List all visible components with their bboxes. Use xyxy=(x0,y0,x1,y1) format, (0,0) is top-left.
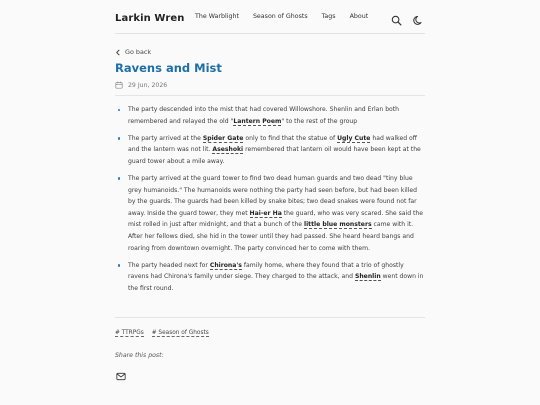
nav-link-warblight[interactable]: The Warblight xyxy=(195,13,239,20)
share-email-button[interactable] xyxy=(116,366,126,385)
list-item xyxy=(115,260,425,295)
share-label: Share this post: xyxy=(115,352,164,359)
text-segment: had walked off and the lantern was not lit. xyxy=(128,134,417,154)
post-date xyxy=(115,81,167,89)
entity-link[interactable]: Ugly Cute xyxy=(337,134,371,142)
nav-link-season-of-ghosts[interactable]: Season of Ghosts xyxy=(252,13,308,20)
list-item xyxy=(115,104,425,127)
go-back-link[interactable] xyxy=(115,48,151,56)
text-segment: The party arrived at the xyxy=(128,134,203,142)
list-item xyxy=(115,173,425,254)
entity-link[interactable]: Hai-er Ha xyxy=(249,209,282,217)
title-divider xyxy=(115,95,425,96)
moon-icon[interactable] xyxy=(413,11,425,23)
text-segment: The party arrived at the guard tower to find two dead human guards and two dead "tiny blue grey humanoids." The humanoids were nothing the party had seen before, but had been killed by the guards. The guards had been killed by snake bites; two dead snakes were found not far away. Inside the guard tower, they met xyxy=(128,174,418,217)
session-notes-list xyxy=(115,104,425,294)
post-title: Ravens and Mist xyxy=(115,61,222,75)
tag-list xyxy=(115,330,217,337)
site-header xyxy=(115,8,425,28)
text-segment: " to the rest of the group xyxy=(281,117,358,125)
header-divider xyxy=(115,33,425,34)
chevron-left-icon xyxy=(115,49,121,56)
content-divider xyxy=(115,317,425,318)
search-icon[interactable] xyxy=(391,11,403,23)
text-segment: The party headed next for xyxy=(128,261,210,269)
entity-link[interactable]: little blue monsters xyxy=(304,221,372,229)
mail-icon xyxy=(116,372,126,381)
text-segment: family home, where they found that a trio of ghostly ravens had Chirona's family under siege. They charged to the attack, and xyxy=(128,261,404,281)
calendar-icon xyxy=(115,81,123,89)
text-segment: went down in the first round. xyxy=(128,273,424,292)
text-segment: only to find that the statue of xyxy=(243,134,338,142)
entity-link[interactable]: Lantern Poem xyxy=(233,117,282,125)
entity-link[interactable]: Chirona's xyxy=(209,261,242,269)
text-segment: the guard, who was very scared. She said the mist rolled in just after midnight, and that a bunch of the xyxy=(128,209,424,229)
entity-link[interactable]: Aseshoki xyxy=(212,146,244,154)
tag-link-season-of-ghosts[interactable]: # Season of Ghosts xyxy=(151,330,209,336)
text-segment: The party descended into the mist that had covered Willowshore. Shenlin and Erlan both remembered and relayed the old " xyxy=(128,106,400,125)
tag-link-ttrpgs[interactable]: # TTRPGs xyxy=(115,330,144,336)
entity-link[interactable]: Shenlin xyxy=(354,273,381,281)
nav-link-about[interactable]: About xyxy=(349,13,369,20)
entity-link[interactable]: Spider Gate xyxy=(202,134,244,142)
post-content xyxy=(115,104,425,300)
text-segment: remembered that lantern oil would have been kept at the guard tower about a mile away. xyxy=(128,146,421,165)
main-nav xyxy=(195,13,368,20)
go-back-label: Go back xyxy=(125,48,152,56)
text-segment: came with it. After her fellows died, she hid in the tower until they had passed. She heard heard bangs and roaring from downtown overnight. The party convinced her to come with them. xyxy=(128,221,414,252)
post-date-text: 29 Jun, 2026 xyxy=(128,81,168,89)
site-title-link[interactable]: Larkin Wren xyxy=(115,12,185,24)
nav-link-tags[interactable]: Tags xyxy=(321,13,336,20)
list-item xyxy=(115,133,425,168)
